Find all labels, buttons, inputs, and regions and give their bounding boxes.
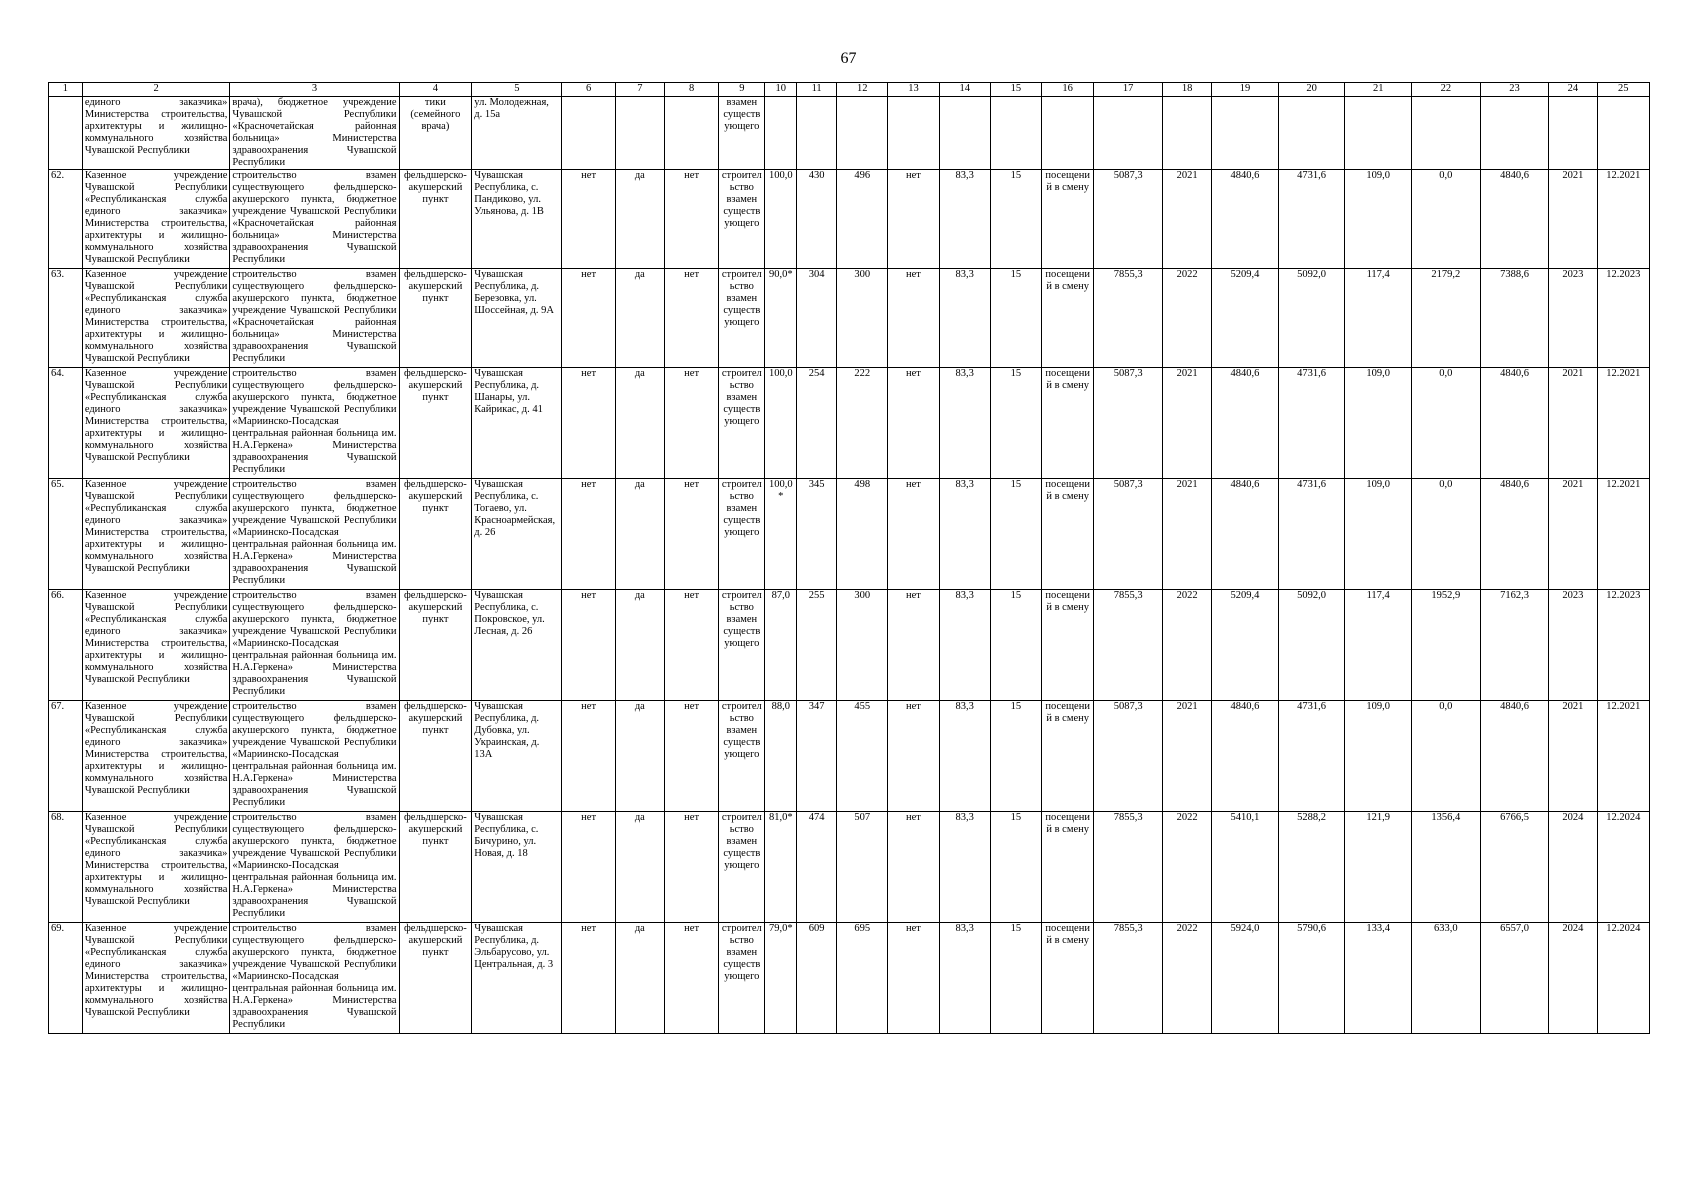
row-number: 68. [49,812,83,923]
address-cell: Чувашская Республика, с. Тогаево, ул. Красноармейская, д. 26 [472,479,562,590]
work-type-cell: взамен существующего [719,97,765,170]
column-number: 8 [664,83,718,97]
cell-13: нет [888,170,939,269]
cell-25: 12.2021 [1597,170,1649,269]
cell-18: 2022 [1162,923,1211,1034]
object-type-cell: фельдшерско-акушерский пункт [399,701,472,812]
cell-23: 4840,6 [1480,368,1549,479]
object-type-cell: фельдшерско-акушерский пункт [399,368,472,479]
object-type-cell: фельдшерско-акушерский пункт [399,269,472,368]
object-cell: строительство взамен существующего фельдшерско-акушерского пункта, бюджетное учреждение Чувашской Республики «Мариинско-Посадская центральная районная больница им. Н.А.Геркена» Министерства здравоохранения Чувашской Республики [230,923,399,1034]
cell-25: 12.2024 [1597,923,1649,1034]
cell-15: 15 [990,590,1041,701]
empty-cell [562,97,615,170]
cell-6: нет [562,368,615,479]
cell-24: 2021 [1549,170,1597,269]
column-number: 19 [1212,83,1279,97]
object-cell: строительство взамен существующего фельдшерско-акушерского пункта, бюджетное учреждение Чувашской Республики «Мариинско-Посадская центральная районная больница им. Н.А.Геркена» Министерства здравоохранения Чувашской Республики [230,701,399,812]
cell-18: 2021 [1162,701,1211,812]
cell-17: 7855,3 [1094,812,1163,923]
column-number: 17 [1094,83,1163,97]
cell-23: 4840,6 [1480,170,1549,269]
cell-8: нет [664,701,718,812]
cell-19: 5924,0 [1212,923,1279,1034]
cell-20: 4731,6 [1278,368,1345,479]
cell-20: 4731,6 [1278,479,1345,590]
column-number: 20 [1278,83,1345,97]
unit-cell: посещений в смену [1042,170,1094,269]
cell-15: 15 [990,701,1041,812]
cell-11: 347 [797,701,837,812]
cell-21: 109,0 [1345,701,1412,812]
cell-14: 83,3 [939,590,990,701]
cell-19: 5410,1 [1212,812,1279,923]
organization-cell: Казенное учреждение Чувашской Республики «Республиканская служба единого заказчика» Министерства строительства, архитектуры и жилищно-коммунального хозяйства Чувашской Республики [82,170,230,269]
empty-cell [990,97,1041,170]
cell-11: 609 [797,923,837,1034]
column-number: 7 [615,83,664,97]
organization-cell: Казенное учреждение Чувашской Республики «Республиканская служба единого заказчика» Министерства строительства, архитектуры и жилищно-коммунального хозяйства Чувашской Республики [82,590,230,701]
cell-10: 90,0* [765,269,797,368]
column-number: 4 [399,83,472,97]
cell-17: 7855,3 [1094,269,1163,368]
cell-21: 121,9 [1345,812,1412,923]
page-number: 67 [840,50,857,67]
row-number: 69. [49,923,83,1034]
organization-cell: Казенное учреждение Чувашской Республики «Республиканская служба единого заказчика» Министерства строительства, архитектуры и жилищно-коммунального хозяйства Чувашской Республики [82,269,230,368]
table-row [49,368,1650,479]
object-type-cell: тики (семейного врача) [399,97,472,170]
column-number: 12 [837,83,888,97]
organization-cell: Казенное учреждение Чувашской Республики «Республиканская служба единого заказчика» Министерства строительства, архитектуры и жилищно-коммунального хозяйства Чувашской Республики [82,479,230,590]
cell-25: 12.2021 [1597,479,1649,590]
unit-cell: посещений в смену [1042,923,1094,1034]
organization-cell: Казенное учреждение Чувашской Республики «Республиканская служба единого заказчика» Министерства строительства, архитектуры и жилищно-коммунального хозяйства Чувашской Республики [82,701,230,812]
empty-cell [615,97,664,170]
empty-cell [797,97,837,170]
cell-25: 12.2023 [1597,269,1649,368]
cell-19: 5209,4 [1212,590,1279,701]
organization-cell: Казенное учреждение Чувашской Республики «Республиканская служба единого заказчика» Министерства строительства, архитектуры и жилищно-коммунального хозяйства Чувашской Республики [82,923,230,1034]
cell-22: 0,0 [1412,170,1481,269]
cell-8: нет [664,170,718,269]
table-row [49,812,1650,923]
object-cell: строительство взамен существующего фельдшерско-акушерского пункта, бюджетное учреждение Чувашской Республики «Мариинско-Посадская центральная районная больница им. Н.А.Геркена» Министерства здравоохранения Чувашской Республики [230,479,399,590]
object-cell: строительство взамен существующего фельдшерско-акушерского пункта, бюджетное учреждение Чувашской Республики «Мариинско-Посадская центральная районная больница им. Н.А.Геркена» Министерства здравоохранения Чувашской Республики [230,590,399,701]
column-numbers-row [49,83,1650,97]
cell-22: 2179,2 [1412,269,1481,368]
cell-24: 2024 [1549,923,1597,1034]
table-row [49,701,1650,812]
cell-14: 83,3 [939,368,990,479]
cell-12: 498 [837,479,888,590]
cell-15: 15 [990,812,1041,923]
cell-18: 2022 [1162,590,1211,701]
cell-18: 2022 [1162,269,1211,368]
column-number: 6 [562,83,615,97]
cell-23: 4840,6 [1480,701,1549,812]
empty-cell [1480,97,1549,170]
address-cell: Чувашская Республика, с. Пандиково, ул. Ульянова, д. 1В [472,170,562,269]
organization-cell: единого заказчика» Министерства строительства, архитектуры и жилищно-коммунального хозяйства Чувашской Республики [82,97,230,170]
cell-17: 5087,3 [1094,170,1163,269]
cell-15: 15 [990,170,1041,269]
cell-22: 633,0 [1412,923,1481,1034]
object-cell: строительство взамен существующего фельдшерско-акушерского пункта, бюджетное учреждение Чувашской Республики «Мариинско-Посадская центральная районная больница им. Н.А.Геркена» Министерства здравоохранения Чувашской Республики [230,812,399,923]
unit-cell: посещений в смену [1042,368,1094,479]
cell-10: 100,0 [765,368,797,479]
cell-18: 2021 [1162,479,1211,590]
cell-24: 2023 [1549,269,1597,368]
empty-cell [888,97,939,170]
cell-22: 0,0 [1412,479,1481,590]
cell-17: 7855,3 [1094,923,1163,1034]
address-cell: ул. Молодежная, д. 15а [472,97,562,170]
table-row [49,923,1650,1034]
cell-23: 6766,5 [1480,812,1549,923]
cell-7: да [615,269,664,368]
cell-8: нет [664,590,718,701]
column-number: 2 [82,83,230,97]
empty-cell [1162,97,1211,170]
empty-cell [1278,97,1345,170]
work-type-cell: строительство взамен существующего [719,368,765,479]
object-cell: строительство взамен существующего фельдшерско-акушерского пункта, бюджетное учреждение Чувашской Республики «Мариинско-Посадская центральная районная больница им. Н.А.Геркена» Министерства здравоохранения Чувашской Республики [230,368,399,479]
unit-cell: посещений в смену [1042,812,1094,923]
empty-cell [1042,97,1094,170]
cell-25: 12.2023 [1597,590,1649,701]
cell-6: нет [562,923,615,1034]
cell-12: 507 [837,812,888,923]
object-type-cell: фельдшерско-акушерский пункт [399,812,472,923]
cell-21: 109,0 [1345,368,1412,479]
unit-cell: посещений в смену [1042,269,1094,368]
cell-20: 5092,0 [1278,269,1345,368]
empty-cell [1212,97,1279,170]
column-number: 15 [990,83,1041,97]
address-cell: Чувашская Республика, д. Шанары, ул. Кайрикас, д. 41 [472,368,562,479]
cell-14: 83,3 [939,701,990,812]
work-type-cell: строительство взамен существующего [719,923,765,1034]
cell-7: да [615,368,664,479]
empty-cell [765,97,797,170]
cell-22: 0,0 [1412,368,1481,479]
cell-13: нет [888,269,939,368]
cell-14: 83,3 [939,923,990,1034]
cell-6: нет [562,590,615,701]
cell-14: 83,3 [939,269,990,368]
table-row [49,479,1650,590]
cell-19: 4840,6 [1212,368,1279,479]
empty-cell [1094,97,1163,170]
unit-cell: посещений в смену [1042,590,1094,701]
object-type-cell: фельдшерско-акушерский пункт [399,170,472,269]
cell-21: 117,4 [1345,590,1412,701]
organization-cell: Казенное учреждение Чувашской Республики «Республиканская служба единого заказчика» Министерства строительства, архитектуры и жилищно-коммунального хозяйства Чувашской Республики [82,368,230,479]
cell-6: нет [562,269,615,368]
column-number: 5 [472,83,562,97]
empty-cell [1345,97,1412,170]
cell-11: 254 [797,368,837,479]
cell-10: 88,0 [765,701,797,812]
cell-12: 455 [837,701,888,812]
column-number: 22 [1412,83,1481,97]
address-cell: Чувашская Республика, с. Покровское, ул. Лесная, д. 26 [472,590,562,701]
cell-23: 7162,3 [1480,590,1549,701]
cell-13: нет [888,923,939,1034]
cell-22: 1952,9 [1412,590,1481,701]
cell-7: да [615,479,664,590]
address-cell: Чувашская Республика, д. Березовка, ул. Шоссейная, д. 9А [472,269,562,368]
object-cell: врача), бюджетное учреждение Чувашской Республики «Красночетайская районная больница» Министерства здравоохранения Чувашской Республики [230,97,399,170]
object-cell: строительство взамен существующего фельдшерско-акушерского пункта, бюджетное учреждение Чувашской Республики «Красночетайская районная больница» Министерства здравоохранения Чувашской Республики [230,269,399,368]
unit-cell: посещений в смену [1042,701,1094,812]
work-type-cell: строительство взамен существующего [719,701,765,812]
cell-18: 2021 [1162,170,1211,269]
row-number: 67. [49,701,83,812]
continuation-row [49,97,1650,170]
column-number: 14 [939,83,990,97]
cell-17: 5087,3 [1094,479,1163,590]
column-number: 10 [765,83,797,97]
cell-12: 300 [837,269,888,368]
column-number: 25 [1597,83,1649,97]
cell-15: 15 [990,923,1041,1034]
column-number: 1 [49,83,83,97]
column-number: 3 [230,83,399,97]
column-number: 9 [719,83,765,97]
column-number: 11 [797,83,837,97]
work-type-cell: строительство взамен существующего [719,479,765,590]
cell-23: 4840,6 [1480,479,1549,590]
cell-13: нет [888,368,939,479]
cell-13: нет [888,701,939,812]
cell-7: да [615,923,664,1034]
row-number [49,97,83,170]
row-number: 65. [49,479,83,590]
object-type-cell: фельдшерско-акушерский пункт [399,923,472,1034]
cell-24: 2021 [1549,701,1597,812]
cell-11: 474 [797,812,837,923]
cell-10: 79,0* [765,923,797,1034]
cell-19: 4840,6 [1212,170,1279,269]
cell-7: да [615,701,664,812]
cell-13: нет [888,812,939,923]
cell-18: 2021 [1162,368,1211,479]
cell-23: 7388,6 [1480,269,1549,368]
row-number: 63. [49,269,83,368]
cell-12: 496 [837,170,888,269]
work-type-cell: строительство взамен существующего [719,170,765,269]
address-cell: Чувашская Республика, д. Дубовка, ул. Украинская, д. 13А [472,701,562,812]
cell-21: 117,4 [1345,269,1412,368]
cell-15: 15 [990,368,1041,479]
cell-14: 83,3 [939,170,990,269]
cell-8: нет [664,923,718,1034]
cell-8: нет [664,479,718,590]
work-type-cell: строительство взамен существующего [719,812,765,923]
cell-10: 81,0* [765,812,797,923]
cell-19: 4840,6 [1212,701,1279,812]
cell-21: 109,0 [1345,479,1412,590]
cell-7: да [615,170,664,269]
cell-7: да [615,812,664,923]
cell-17: 5087,3 [1094,701,1163,812]
cell-21: 133,4 [1345,923,1412,1034]
empty-cell [664,97,718,170]
cell-24: 2021 [1549,479,1597,590]
column-number: 24 [1549,83,1597,97]
investment-objects-table [48,82,1650,1034]
cell-20: 4731,6 [1278,701,1345,812]
cell-10: 100,0* [765,479,797,590]
cell-11: 304 [797,269,837,368]
cell-8: нет [664,368,718,479]
cell-8: нет [664,269,718,368]
cell-11: 255 [797,590,837,701]
column-number: 21 [1345,83,1412,97]
empty-cell [1412,97,1481,170]
table-row [49,170,1650,269]
cell-14: 83,3 [939,479,990,590]
cell-12: 300 [837,590,888,701]
unit-cell: посещений в смену [1042,479,1094,590]
table-row [49,269,1650,368]
work-type-cell: строительство взамен существующего [719,590,765,701]
cell-20: 5790,6 [1278,923,1345,1034]
column-number: 13 [888,83,939,97]
cell-8: нет [664,812,718,923]
cell-13: нет [888,479,939,590]
column-number: 18 [1162,83,1211,97]
cell-20: 4731,6 [1278,170,1345,269]
row-number: 64. [49,368,83,479]
cell-19: 4840,6 [1212,479,1279,590]
cell-22: 1356,4 [1412,812,1481,923]
cell-6: нет [562,701,615,812]
cell-18: 2022 [1162,812,1211,923]
cell-6: нет [562,170,615,269]
empty-cell [1597,97,1649,170]
empty-cell [939,97,990,170]
table-row [49,590,1650,701]
row-number: 62. [49,170,83,269]
cell-24: 2024 [1549,812,1597,923]
cell-24: 2023 [1549,590,1597,701]
cell-25: 12.2021 [1597,368,1649,479]
organization-cell: Казенное учреждение Чувашской Республики «Республиканская служба единого заказчика» Министерства строительства, архитектуры и жилищно-коммунального хозяйства Чувашской Республики [82,812,230,923]
row-number: 66. [49,590,83,701]
cell-13: нет [888,590,939,701]
object-type-cell: фельдшерско-акушерский пункт [399,479,472,590]
cell-19: 5209,4 [1212,269,1279,368]
address-cell: Чувашская Республика, с. Бичурино, ул. Новая, д. 18 [472,812,562,923]
object-cell: строительство взамен существующего фельдшерско-акушерского пункта, бюджетное учреждение Чувашской Республики «Красночетайская районная больница» Министерства здравоохранения Чувашской Республики [230,170,399,269]
column-number: 23 [1480,83,1549,97]
cell-21: 109,0 [1345,170,1412,269]
cell-14: 83,3 [939,812,990,923]
cell-12: 222 [837,368,888,479]
cell-10: 87,0 [765,590,797,701]
cell-6: нет [562,812,615,923]
cell-7: да [615,590,664,701]
object-type-cell: фельдшерско-акушерский пункт [399,590,472,701]
cell-17: 5087,3 [1094,368,1163,479]
cell-20: 5092,0 [1278,590,1345,701]
cell-25: 12.2024 [1597,812,1649,923]
cell-12: 695 [837,923,888,1034]
empty-cell [837,97,888,170]
address-cell: Чувашская Республика, д. Эльбарусово, ул. Центральная, д. 3 [472,923,562,1034]
cell-15: 15 [990,269,1041,368]
work-type-cell: строительство взамен существующего [719,269,765,368]
cell-17: 7855,3 [1094,590,1163,701]
cell-11: 345 [797,479,837,590]
cell-25: 12.2021 [1597,701,1649,812]
cell-10: 100,0 [765,170,797,269]
empty-cell [1549,97,1597,170]
cell-23: 6557,0 [1480,923,1549,1034]
cell-11: 430 [797,170,837,269]
cell-22: 0,0 [1412,701,1481,812]
column-number: 16 [1042,83,1094,97]
cell-15: 15 [990,479,1041,590]
cell-6: нет [562,479,615,590]
cell-20: 5288,2 [1278,812,1345,923]
cell-24: 2021 [1549,368,1597,479]
